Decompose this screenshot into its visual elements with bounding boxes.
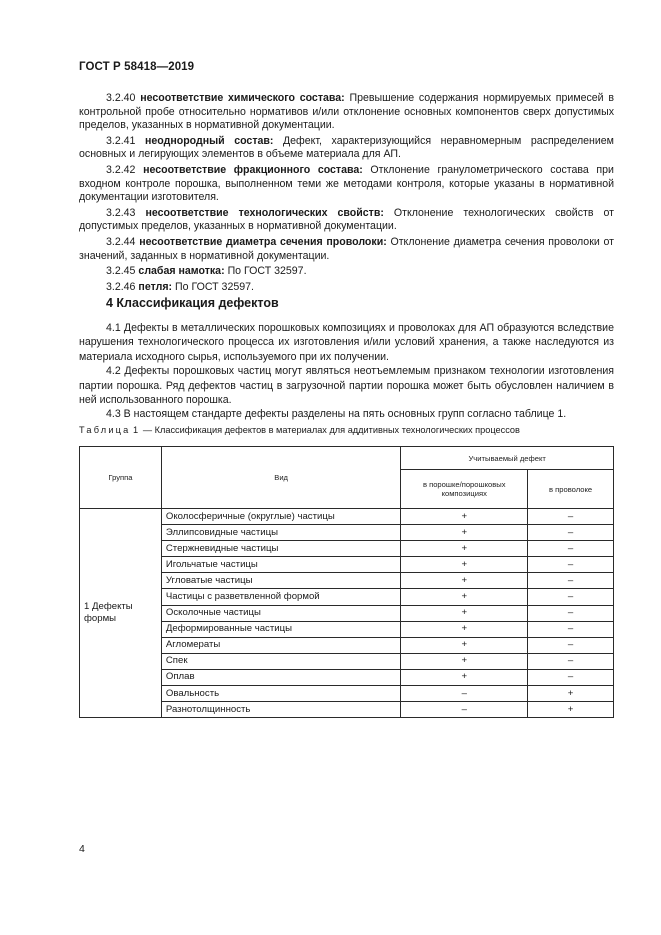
wire-cell: + — [528, 686, 614, 702]
term-definition: По ГОСТ 32597. — [227, 265, 307, 278]
wire-cell: – — [528, 589, 614, 605]
kind-cell: Деформированные частицы — [161, 621, 401, 637]
table-caption-label: Таблица — [79, 425, 131, 435]
table-caption — [79, 425, 520, 435]
term-name: несоответствие технологических свойств: — [145, 206, 384, 219]
powder-cell: – — [401, 686, 528, 702]
powder-cell: + — [401, 637, 528, 653]
paragraph-4-2: 4.2 Дефекты порошковых частиц могут являться неотъемлемым признаком технологии изготовления партии порошка. Ряд дефектов частиц в загрузочной партии порошка может быть обусловлен наличием в ней использованного порошка. — [79, 365, 614, 407]
wire-cell: – — [528, 621, 614, 637]
section-title: 4 Классификация дефектов — [106, 296, 279, 310]
kind-cell: Околосферичные (округлые) частицы — [161, 509, 401, 525]
term-3-2-41: 3.2.41 неоднородный состав: Дефект, характеризующийся неравномерным распределением основных и легирующих элементов в объеме материала для АП. — [79, 134, 614, 161]
term-name: слабая намотка: — [138, 265, 225, 278]
term-definition: Превышение содержания нормируемых примесей в контрольной пробе относительно нормативов и/или отклонение основных компонентов сверх допустимых пределов, указанных в нормативной документации. — [79, 92, 614, 132]
powder-cell: – — [401, 702, 528, 718]
terms-block — [79, 92, 614, 296]
kind-cell: Разнотолщинность — [161, 702, 401, 718]
wire-cell: – — [528, 541, 614, 557]
powder-cell: + — [401, 669, 528, 685]
header-defect: Учитываемый дефект — [401, 447, 614, 470]
page-number: 4 — [79, 843, 85, 855]
term-name: несоответствие диаметра сечения проволоки: — [139, 235, 387, 248]
term-definition: Отклонение диаметра сечения проволоки от значений, заданных в нормативной документации. — [79, 235, 614, 262]
wire-cell: – — [528, 509, 614, 525]
term-3-2-42: 3.2.42 несоответствие фракционного состава: Отклонение гранулометрического состава при входном контроле порошка, выполненном теми же методами контроля, которые указаны в нормативной документации изготовителя. — [79, 163, 614, 204]
standard-code-header: ГОСТ Р 58418—2019 — [79, 61, 195, 73]
defects-classification-table — [79, 446, 614, 718]
term-definition: Отклонение технологических свойств от допустимых пределов, указанных в нормативной документации. — [79, 206, 614, 233]
powder-cell: + — [401, 509, 528, 525]
kind-cell: Осколочные частицы — [161, 605, 401, 621]
header-wire: в проволоке — [528, 470, 614, 509]
kind-cell: Стержневидные частицы — [161, 541, 401, 557]
powder-cell: + — [401, 589, 528, 605]
kind-cell: Эллипсовидные частицы — [161, 525, 401, 541]
kind-cell: Игольчатые частицы — [161, 557, 401, 573]
term-name: несоответствие фракционного состава: — [143, 163, 363, 176]
powder-cell: + — [401, 573, 528, 589]
wire-cell: – — [528, 669, 614, 685]
wire-cell: – — [528, 525, 614, 541]
kind-cell: Агломераты — [161, 637, 401, 653]
kind-cell: Спек — [161, 653, 401, 669]
term-3-2-46: 3.2.46 петля: По ГОСТ 32597. — [106, 280, 254, 293]
wire-cell: – — [528, 605, 614, 621]
header-kind: Вид — [161, 447, 401, 509]
paragraph-4-1: 4.1 Дефекты в металлических порошковых композициях и проволоках для АП образуются вследствие нарушения технологического процесса их изготовления и/или условий хранения, а также наследуются из материала исходного сырья, используемого при их получении. — [79, 322, 614, 363]
powder-cell: + — [401, 525, 528, 541]
kind-cell: Овальность — [161, 686, 401, 702]
term-3-2-40: 3.2.40 несоответствие химического состава: Превышение содержания нормируемых примесей в контрольной пробе относительно нормативов и/или отклонение основных компонентов сверх допустимых пределов, указанных в нормативной документации. — [79, 92, 614, 132]
term-name: петля: — [138, 280, 173, 293]
powder-cell: + — [401, 653, 528, 669]
wire-cell: – — [528, 557, 614, 573]
powder-cell: + — [401, 541, 528, 557]
wire-cell: – — [528, 653, 614, 669]
term-definition: Отклонение гранулометрического состава при входном контроле порошка, выполненном теми же методами контроля, которые указаны в нормативной документации изготовителя. — [79, 163, 614, 204]
header-group: Группа — [80, 447, 162, 509]
powder-cell: + — [401, 605, 528, 621]
kind-cell: Угловатые частицы — [161, 573, 401, 589]
header-powder: в порошке/порошковых композициях — [401, 470, 528, 509]
powder-cell: + — [401, 621, 528, 637]
section-body — [79, 321, 614, 422]
term-definition: Дефект, характеризующийся неравномерным распределением основных и легирующих элементов в объеме материала для АП. — [79, 134, 614, 161]
kind-cell: Частицы с разветвленной формой — [161, 589, 401, 605]
term-definition: По ГОСТ 32597. — [175, 280, 254, 293]
paragraph-4-3: 4.3 В настоящем стандарте дефекты разделены на пять основных групп согласно таблице 1. — [106, 408, 567, 421]
table-caption-text: — Классификация дефектов в материалах для аддитивных технологических процессов — [142, 425, 520, 435]
wire-cell: + — [528, 702, 614, 718]
term-3-2-44: 3.2.44 несоответствие диаметра сечения проволоки: Отклонение диаметра сечения проволоки от значений, заданных в нормативной документации. — [79, 235, 614, 262]
term-3-2-43: 3.2.43 несоответствие технологических свойств: Отклонение технологических свойств от допустимых пределов, указанных в нормативной документации. — [79, 206, 614, 233]
term-name: несоответствие химического состава: — [140, 92, 345, 104]
wire-cell: – — [528, 573, 614, 589]
term-name: неоднородный состав: — [144, 134, 274, 147]
powder-cell: + — [401, 557, 528, 573]
term-3-2-45: 3.2.45 слабая намотка: По ГОСТ 32597. — [106, 265, 307, 278]
group-cell: 1 Дефекты формы — [80, 509, 162, 718]
wire-cell: – — [528, 637, 614, 653]
table-caption-number: 1 — [133, 425, 141, 435]
table-row — [80, 509, 614, 525]
kind-cell: Оплав — [161, 669, 401, 685]
